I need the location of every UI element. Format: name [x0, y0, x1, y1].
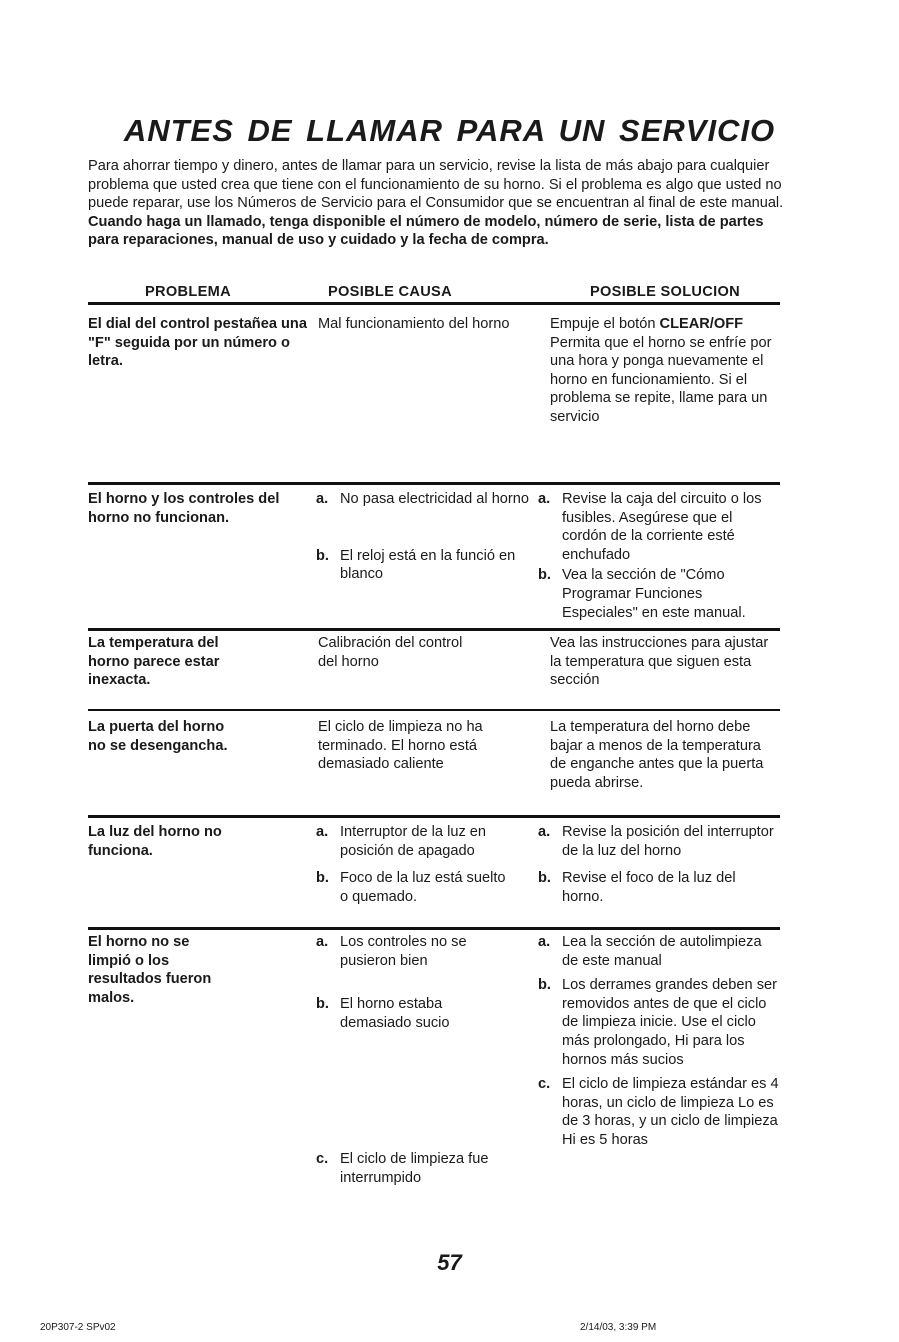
cause-list: a. Los controles no se pusieron bien b. El horno estaba demasiado sucio c. El ciclo de limpieza fue interrumpido — [316, 934, 489, 1186]
footer-timestamp: 2/14/03, 3:39 PM — [580, 1322, 657, 1333]
header-solution: POSIBLE SOLUCION — [590, 284, 740, 300]
divider — [88, 927, 780, 930]
problem-text: El horno y los controles del horno no funcionan. — [88, 491, 280, 526]
problem-text: La puerta del horno no se desengancha. — [88, 719, 228, 754]
divider — [88, 628, 780, 631]
solution-text: Empuje el botón CLEAR/OFF Permita que el horno se enfríe por una hora y ponga nuevamente el horno en funcionamiento. Si el problema se repite, llame para un servicio — [550, 316, 772, 425]
cause-text: Calibración del control del horno — [318, 635, 463, 670]
problem-text: La luz del horno no funciona. — [88, 824, 222, 859]
solution-list: a. Revise la caja del circuito o los fusibles. Asegúrese que el cordón de la corriente esté enchufado b. Vea la sección de "Cómo Programar Funciones Especiales" en este manual. — [538, 491, 762, 621]
solution-list: a. Lea la sección de autolimpieza de este manual b. Los derrames grandes deben ser removidos antes de que el ciclo de limpieza inicie. Use el ciclo más prolongado, Hi para los hornos más sucios c. El ciclo de limpieza estándar es 4 horas, un ciclo de limpieza Lo es de 3 horas, y un ciclo de limpieza Hi es 5 horas — [538, 934, 779, 1148]
solution-text: Vea las instrucciones para ajustar la temperatura que siguen esta sección — [550, 635, 769, 689]
cause-text: El ciclo de limpieza no ha terminado. El horno está demasiado caliente — [318, 719, 483, 773]
page-title: ANTES DE LLAMAR PARA UN SERVICIO — [123, 113, 776, 148]
intro-bold-text: Cuando haga un llamado, tenga disponible el número de modelo, número de serie, lista de partes para reparaciones, manual de uso y cuidado y la fecha de compra. — [88, 213, 764, 249]
header-cause: POSIBLE CAUSA — [328, 284, 452, 300]
solution-list: a. Revise la posición del interruptor de la luz del horno b. Revise el foco de la luz del horno. — [538, 824, 774, 905]
problem-text: El dial del control pestañea una "F" seguida por un número o letra. — [88, 316, 307, 370]
footer-code: 20P307-2 SPv02 — [40, 1322, 116, 1333]
cause-text: Mal funcionamiento del horno — [318, 316, 510, 332]
divider — [88, 482, 780, 485]
divider — [88, 815, 780, 818]
cause-list: a. No pasa electricidad al horno b. El reloj está en la funció en blanco — [316, 491, 530, 583]
intro-text: Para ahorrar tiempo y dinero, antes de llamar para un servicio, revise la lista de más abajo para cualquier problema que usted crea que tiene con el funcionamiento de su horno. Si el problema es algo que usted no puede reparar, use los Números de Servicio para el Consumidor que se encuentran al final de este manual. — [88, 158, 784, 212]
problem-text: La temperatura del horno parece estar inexacta. — [88, 635, 220, 689]
problem-text: El horno no se limpió o los resultados fueron malos. — [88, 934, 212, 1006]
divider — [88, 302, 780, 305]
intro-paragraph — [88, 157, 788, 250]
solution-text: La temperatura del horno debe bajar a menos de la temperatura de enganche antes que la puerta pueda abrirse. — [550, 719, 764, 791]
divider — [88, 709, 780, 711]
header-problem: PROBLEMA — [145, 284, 231, 300]
page-number: 57 — [437, 1250, 462, 1275]
cause-list: a. Interruptor de la luz en posición de apagado b. Foco de la luz está suelto o quemado. — [316, 824, 506, 905]
